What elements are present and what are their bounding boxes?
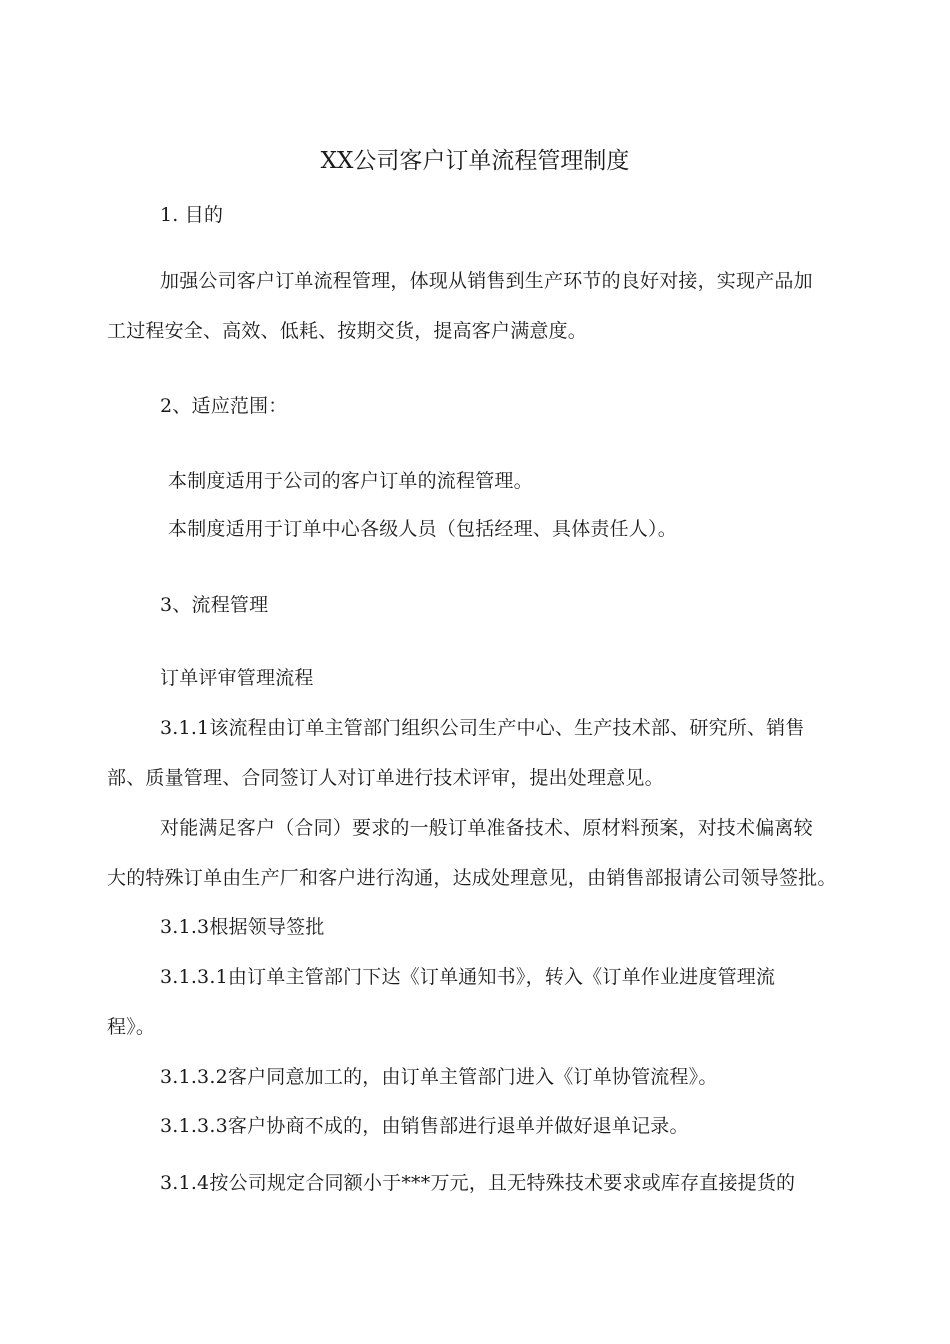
clause-3-1-3-3: 3.1.3.3客户协商不成的，由销售部进行退单并做好退单记录。 (160, 1115, 689, 1137)
section-1-paragraph-line-2: 工过程安全、高效、低耗、按期交货，提高客户满意度。 (107, 320, 588, 342)
clause-3-1-4: 3.1.4按公司规定合同额小于***万元，且无特殊技术要求或库存直接提货的 (160, 1172, 796, 1194)
clause-3-1-1-line-2: 部、质量管理、合同签订人对订单进行技术评审，提出处理意见。 (107, 767, 664, 789)
clause-3-1-3: 3.1.3根据领导签批 (160, 916, 325, 938)
document-title: XX公司客户订单流程管理制度 (320, 148, 630, 174)
section-1-heading: 1. 目的 (160, 204, 224, 226)
section-2-paragraph-2: 本制度适用于订单中心各级人员（包括经理、具体责任人）。 (168, 518, 677, 540)
clause-3-1-2-line-2: 大的特殊订单由生产厂和客户进行沟通，达成处理意见，由销售部报请公司领导签批。 (107, 867, 837, 889)
clause-3-1-2-line-1: 对能满足客户（合同）要求的一般订单准备技术、原材料预案，对技术偏离较 (160, 817, 813, 839)
section-3-subheading: 订单评审管理流程 (160, 667, 314, 689)
section-2-paragraph-1: 本制度适用于公司的客户订单的流程管理。 (168, 470, 533, 492)
section-2-heading: 2、适应范围： (160, 395, 288, 417)
clause-3-1-3-2: 3.1.3.2客户同意加工的，由订单主管部门进入《订单协管流程》。 (160, 1066, 718, 1088)
section-1-paragraph-line-1: 加强公司客户订单流程管理，体现从销售到生产环节的良好对接，实现产品加 (160, 270, 813, 292)
clause-3-1-3-1-line-1: 3.1.3.1由订单主管部门下达《订单通知书》，转入《订单作业进度管理流 (160, 966, 776, 988)
section-3-heading: 3、流程管理 (160, 594, 269, 616)
clause-3-1-3-1-line-2: 程》。 (107, 1016, 156, 1038)
clause-3-1-1-line-1: 3.1.1该流程由订单主管部门组织公司生产中心、生产技术部、研究所、销售 (160, 717, 805, 739)
